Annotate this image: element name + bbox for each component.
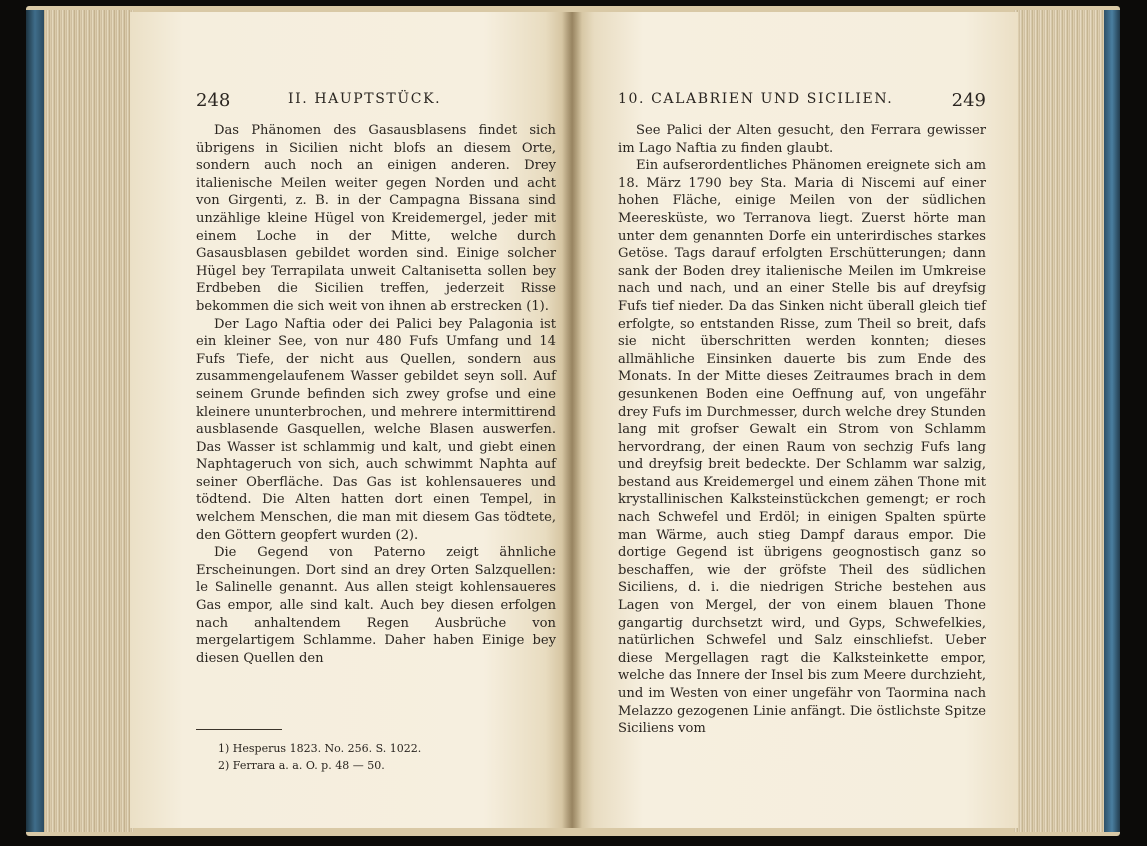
left-body-text <box>196 122 556 667</box>
right-page-content <box>618 90 986 738</box>
footnotes <box>196 740 556 774</box>
left-page-edges <box>26 10 134 832</box>
left-paragraph-2: Der Lago Naftia oder dei Palici bey Palagonia ist ein kleiner See, von nur 480 Fufs Umfang und 14 Fufs Tiefe, der nicht aus Quellen, sondern aus zusammengelaufenem Wasser gebildet seyn soll. Auf seinem Grunde befinden sich zwey grofse und eine kleinere ununterbrochen, und mehrere intermittirend ausblasende Gasquellen, welche Blasen auswerfen. Das Wasser ist schlammig und kalt, und giebt einen Naphtageruch von sich, auch schwimmt Naphta auf seiner Oberfläche. Das Gas ist kohlensaueres und tödtend. Die Alten hatten dort einen Tempel, in welchem Menschen, die man mit diesem Gas tödtete, den Göttern geopfert wurden (2). <box>196 316 556 543</box>
left-blue-edge <box>26 10 44 832</box>
footnote-2: 2) Ferrara a. a. O. p. 48 — 50. <box>218 759 385 773</box>
left-head-title: II. HAUPTSTÜCK. <box>288 91 442 107</box>
footnote-1: 1) Hesperus 1823. No. 256. S. 1022. <box>218 742 422 756</box>
right-paragraph-2: Ein aufserordentliches Phänomen ereignete sich am 18. März 1790 bey Sta. Maria di Niscemi auf einer hohen Fläche, einige Meilen von der südlichen Meeresküste, wo Terranova liegt. Zuerst hörte man unter dem genannten Dorfe ein unterirdisches starkes Getöse. Tags darauf erfolgten Erschütterungen; dann sank der Boden drey italienische Meilen im Umkreise nach und nach, und an einer Stelle bis auf dreyfsig Fufs tief nieder. Da das Sinken nicht überall gleich tief erfolgte, so entstanden Risse, zum Theil so breit, dafs sie nicht überschritten werden konnten; dieses allmähliche Einsinken dauerte bis zum Ende des Monats. In der Mitte dieses Zeitraumes brach in dem gesunkenen Boden eine Oeffnung auf, von ungefähr drey Fufs im Durchmesser, durch welche drey Stunden lang mit grofser Gewalt ein Strom von Schlamm hervordrang, der einen Raum von sechzig Fufs lang und dreyfsig breit bedeckte. Der Schlamm war salzig, bestand aus Kreidemergel und einem zähen Thone mit krystallinischen Kalksteinstückchen gemengt; er roch nach Schwefel und Erdöl; in einigen Spalten spürte man Wärme, auch stieg Dampf daraus empor. Die dortige Gegend ist übrigens geognostisch ganz so beschaffen, wie der gröfste Theil des südlichen Siciliens, d. i. die niedrigen Striche bestehen aus Lagen von Mergel, der von einem blauen Thone gangartig durchsetzt wird, und Gyps, Schwefelkies, natürlichen Schwefel und Salz einschliefst. Ueber diese Mergellagen ragt die Kalksteinkette empor, welche das Innere der Insel bis zum Meere durchzieht, und im Westen von einer ungefähr von Taormina nach Melazzo gezogenen Linie anfängt. Die östlichste Spitze Siciliens vom <box>618 158 986 737</box>
page-number-248: 248 <box>196 90 231 111</box>
right-page <box>572 12 1018 828</box>
left-page <box>130 12 572 828</box>
book-gutter <box>562 12 582 828</box>
left-page-content <box>196 90 556 774</box>
right-running-head <box>618 90 986 114</box>
footnote-rule <box>196 729 282 730</box>
right-page-edges <box>1014 10 1120 832</box>
left-running-head <box>196 90 556 114</box>
right-blue-edge <box>1104 10 1120 832</box>
right-body-text <box>618 122 986 738</box>
left-paragraph-3: Die Gegend von Paterno zeigt ähnliche Erscheinungen. Dort sind an drey Orten Salzquellen: le Salinelle genannt. Aus allen steigt kohlensaueres Gas empor, alle sind kalt. Auch bey diesen erfolgen nach anhaltendem Regen Ausbrüche von mergelartigem Schlamme. Daher haben Einige bey diesen Quellen den <box>196 545 556 666</box>
right-head-title: 10. CALABRIEN UND SICILIEN. <box>618 91 894 107</box>
left-paragraph-1: Das Phänomen des Gasausblasens findet sich übrigens in Sicilien nicht blofs an diesem Orte, sondern auch noch an einigen anderen. Drey italienische Meilen weiter gegen Norden und acht von Girgenti, z. B. in der Campagna Bissana sind unzählige kleine Hügel von Kreidemergel, jeder mit einem Loche in der Mitte, welche durch Gasausblasen gebildet worden sind. Einige solcher Hügel bey Terrapilata unweit Caltanisetta sollen bey Erdbeben die Sicilien treffen, jederzeit Risse bekommen die sich weit von ihnen ab erstrecken (1). <box>196 123 556 314</box>
right-paragraph-1: See Palici der Alten gesucht, den Ferrara gewisser im Lago Naftia zu finden glaubt. <box>618 123 986 156</box>
page-number-249: 249 <box>951 90 986 111</box>
